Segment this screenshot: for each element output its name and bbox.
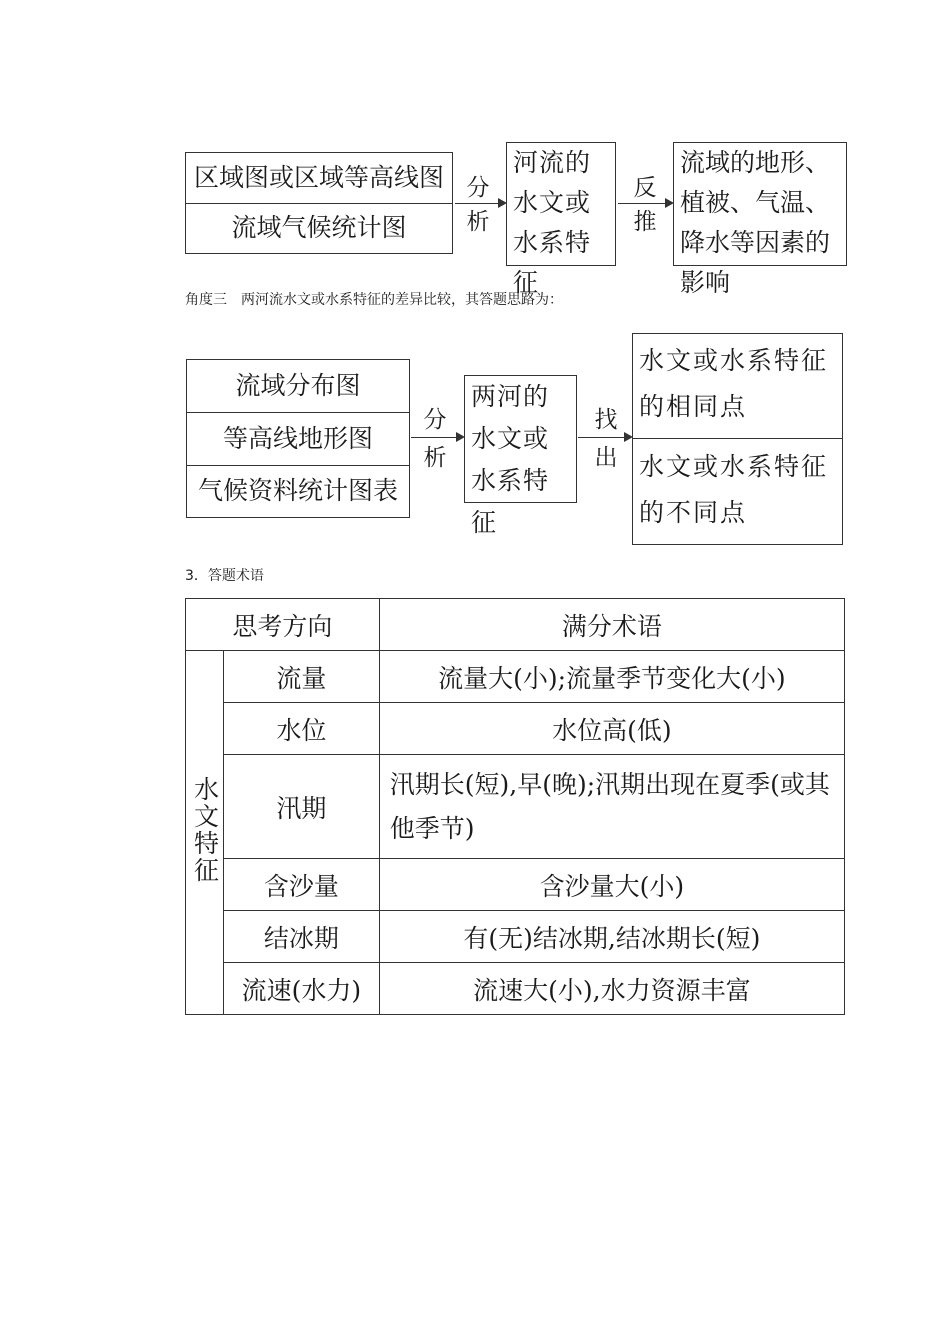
aspect-cell: 含沙量 bbox=[223, 859, 379, 911]
flow1-left-box bbox=[185, 152, 453, 254]
table-row bbox=[186, 859, 845, 911]
flow2-left-3: 气候资料统计图表 bbox=[197, 476, 398, 506]
flow1-left-top: 区域图或区域等高线图 bbox=[193, 163, 444, 193]
flow2-right-divider bbox=[633, 438, 842, 439]
flow1-arrow1-label-b: 析 bbox=[466, 209, 490, 235]
flow2-left-2: 等高线地形图 bbox=[222, 423, 373, 453]
caption-angle-three: 角度三 两河流水文或水系特征的差异比较，其答题思路为： bbox=[185, 292, 563, 308]
flow1-arrow1 bbox=[455, 203, 505, 204]
flow1-arrow2 bbox=[618, 203, 672, 204]
aspect-cell: 流速(水力) bbox=[223, 963, 379, 1015]
flow1-left-bottom: 流域气候统计图 bbox=[231, 213, 407, 243]
flow2-right-top: 水文或水系特征的相同点 bbox=[639, 346, 829, 421]
header-terms: 满分术语 bbox=[379, 599, 844, 651]
table-header-row bbox=[186, 599, 845, 651]
flow2-middle-text: 两河的水文或水系特征 bbox=[471, 382, 550, 537]
term-cell: 含沙量大(小) bbox=[379, 859, 844, 911]
flow1-right-box bbox=[673, 142, 847, 297]
flow2-left-1: 流域分布图 bbox=[235, 370, 361, 400]
flow1-arrow2-label-a: 反 bbox=[633, 175, 657, 201]
term-cell: 汛期长(短),早(晚);汛期出现在夏季(或其他季节) bbox=[379, 755, 844, 859]
aspect-cell: 流量 bbox=[223, 651, 379, 703]
term-cell: 水位高(低) bbox=[379, 703, 844, 755]
flow2-left-box bbox=[186, 359, 410, 518]
flow2-right-box bbox=[632, 333, 843, 545]
group-label-cell bbox=[186, 651, 224, 1015]
aspect-cell: 结冰期 bbox=[223, 911, 379, 963]
caption-terms: 3．答题术语 bbox=[185, 568, 264, 584]
flow2-arrow1-label-a: 分 bbox=[423, 407, 447, 433]
table-row bbox=[186, 911, 845, 963]
flow1-right-text: 流域的地形、植被、气温、降水等因素的影响 bbox=[680, 148, 831, 297]
table-row bbox=[186, 703, 845, 755]
group-label: 水文特征 bbox=[190, 775, 220, 884]
flow1-middle-text: 河流的水文或水系特征 bbox=[513, 148, 592, 297]
term-cell: 有(无)结冰期,结冰期长(短) bbox=[379, 911, 844, 963]
flow1-arrow2-label-b: 推 bbox=[633, 209, 657, 235]
terms-table bbox=[185, 598, 845, 1015]
flow2-arrow1 bbox=[411, 437, 463, 438]
flow1-middle-box bbox=[506, 142, 616, 297]
flow2-middle-box bbox=[464, 375, 577, 537]
term-cell: 流量大(小);流量季节变化大(小) bbox=[379, 651, 844, 703]
table-row bbox=[186, 651, 845, 703]
header-direction: 思考方向 bbox=[186, 599, 380, 651]
aspect-cell: 水位 bbox=[223, 703, 379, 755]
flow2-right-bottom: 水文或水系特征的不同点 bbox=[639, 452, 829, 527]
table-row bbox=[186, 755, 845, 859]
flow2-arrow2-label-b: 出 bbox=[594, 445, 618, 471]
aspect-cell: 汛期 bbox=[223, 755, 379, 859]
flow2-arrow1-label-b: 析 bbox=[423, 445, 447, 471]
flow1-arrow1-label-a: 分 bbox=[466, 175, 490, 201]
flow2-arrow2 bbox=[578, 437, 631, 438]
flow2-arrow2-label-a: 找 bbox=[594, 407, 618, 433]
table-row bbox=[186, 963, 845, 1015]
term-cell: 流速大(小),水力资源丰富 bbox=[379, 963, 844, 1015]
